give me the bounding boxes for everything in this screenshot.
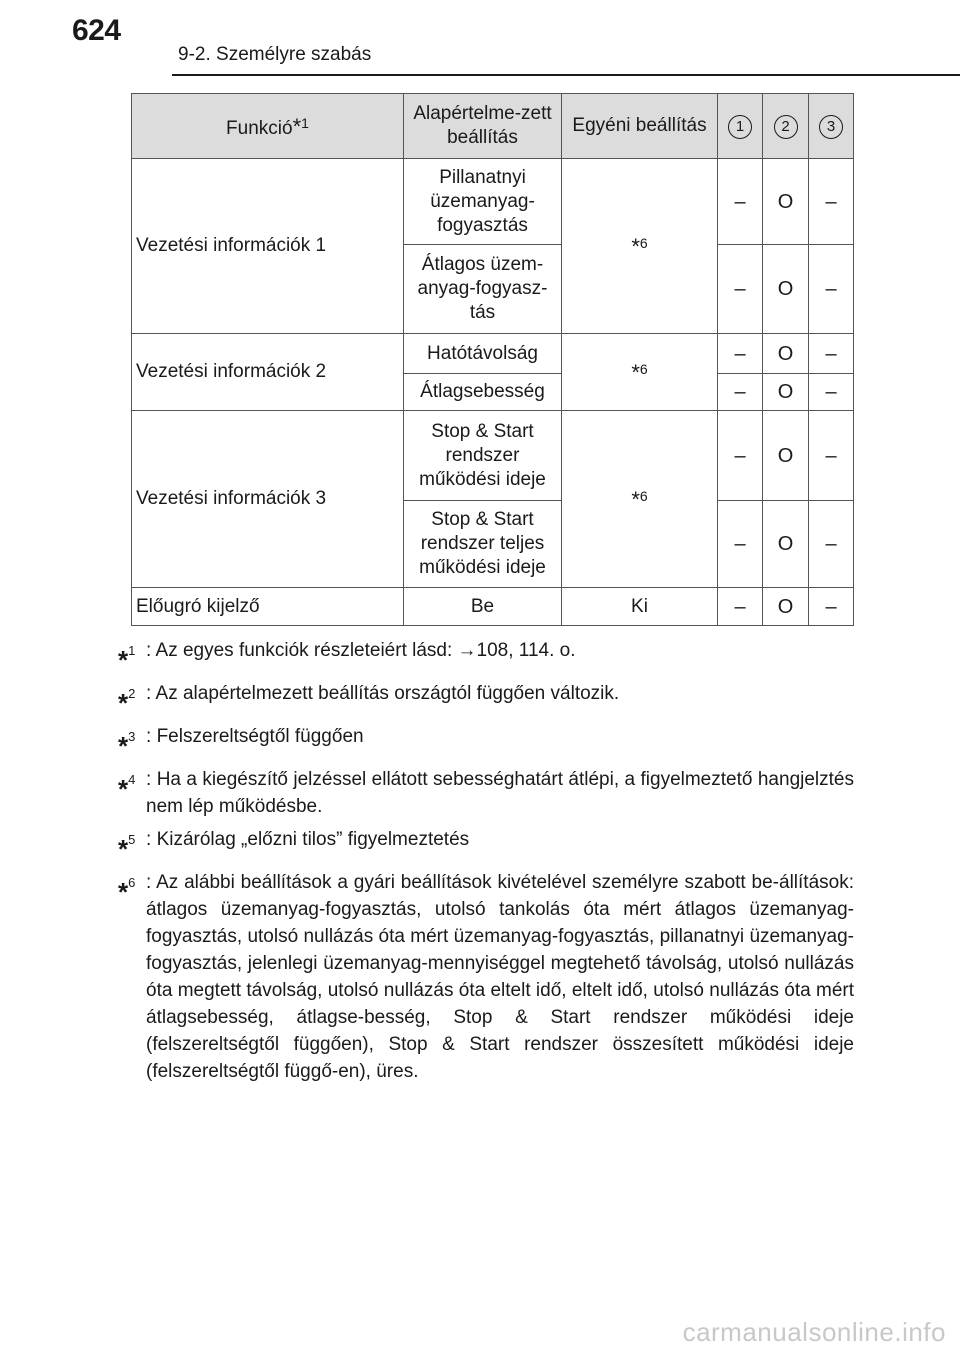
footnote-text: : Az alapértelmezett beállítás országtól függően változik. — [146, 680, 854, 717]
function-cell: Vezetési információk 1 — [132, 159, 404, 334]
setting-col-3: – — [809, 411, 854, 501]
footnote-text: : Ha a kiegészítő jelzéssel ellátott sebességhatárt átlépi, a figyelmeztető hangjelztés nem lép működésbe. — [146, 766, 854, 820]
setting-col-2: O — [763, 334, 809, 374]
setting-col-3: – — [809, 159, 854, 245]
footnote-text: : Az alábbi beállítások a gyári beállítások kivételével személyre szabott be-állítások: átlagos üzemanyag-fogyasztás, utolsó tankolás óta mért átlagos üzemanyag-fogyasztás, utolsó nullázás óta mért üzemanyag-fogyasztás, pillanatnyi üzemanyag-fogyasztás, jelenlegi üzemanyag-mennyiséggel megtehető távolság, utolsó nullázás óta megtett távolság, utolsó nullázás óta eltelt idő, eltelt idő, utolsó nullázás óta mért átlagsebesség, átlagse-besség, Stop & Start rendszer működési ideje (felszereltségtől függően), Stop & Start rendszer összesített működési ideje (felszereltségtől függő-en), üres. — [146, 869, 854, 1085]
footnote-text: : Kizárólag „előzni tilos” figyelmeztetés — [146, 826, 854, 863]
section-title: 9-2. Személyre szabás — [178, 44, 372, 65]
header-custom: Egyéni beállítás — [562, 94, 718, 159]
footnote — [118, 766, 854, 820]
table-header-row — [132, 94, 854, 159]
setting-col-2: O — [763, 374, 809, 411]
circled-number-3: 3 — [819, 115, 843, 139]
function-cell: Vezetési információk 3 — [132, 411, 404, 588]
footnote — [118, 869, 854, 1085]
setting-col-2: O — [763, 245, 809, 334]
setting-col-3: – — [809, 245, 854, 334]
table-row — [132, 159, 854, 245]
setting-col-2: O — [763, 411, 809, 501]
footnote-marker: *$^1$ — [118, 643, 136, 675]
setting-col-3: – — [809, 501, 854, 588]
header-default: Alapértelme-zett beállítás — [404, 94, 562, 159]
circled-number-2: 2 — [774, 115, 798, 139]
setting-col-2: O — [763, 588, 809, 626]
footnote-marker: *$^1$ — [292, 114, 309, 139]
setting-col-1: – — [718, 374, 763, 411]
footnote — [118, 637, 854, 674]
footnote — [118, 723, 854, 760]
setting-col-1: – — [718, 411, 763, 501]
function-cell: Előugró kijelző — [132, 588, 404, 626]
header-col-2 — [763, 94, 809, 159]
page-number: 624 — [72, 14, 121, 47]
header-function: Funkció*$^1$ — [132, 94, 404, 159]
custom-cell: *$^6$ — [562, 159, 718, 334]
settings-table — [131, 93, 854, 626]
default-cell: Átlagos üzem-anyag-fogyasz-tás — [404, 245, 562, 334]
footnote-marker: *$^2$ — [118, 686, 136, 718]
setting-col-1: – — [718, 334, 763, 374]
header-rule — [172, 74, 960, 76]
setting-col-2: O — [763, 159, 809, 245]
header-col-3 — [809, 94, 854, 159]
setting-col-1: – — [718, 245, 763, 334]
footnote — [118, 826, 854, 863]
default-cell: Átlagsebesség — [404, 374, 562, 411]
footnote-marker: *$^3$ — [118, 729, 136, 761]
default-cell: Stop & Start rendszer teljes működési ideje — [404, 501, 562, 588]
custom-cell: *$^6$ — [562, 334, 718, 411]
header-col-1 — [718, 94, 763, 159]
default-cell: Hatótávolság — [404, 334, 562, 374]
default-cell: Stop & Start rendszer működési ideje — [404, 411, 562, 501]
custom-cell: Ki — [562, 588, 718, 626]
setting-col-2: O — [763, 501, 809, 588]
table-row — [132, 411, 854, 501]
custom-cell: *$^6$ — [562, 411, 718, 588]
footnote-text: : Az egyes funkciók részleteiért lásd: →108, 114. o. — [146, 637, 854, 674]
default-cell: Be — [404, 588, 562, 626]
table-row — [132, 588, 854, 626]
footnote-text: : Felszereltségtől függően — [146, 723, 854, 760]
setting-col-3: – — [809, 334, 854, 374]
footnote-marker: *$^6$ — [118, 875, 136, 907]
footnote — [118, 680, 854, 717]
default-cell: Pillanatnyi üzemanyag-fogyasztás — [404, 159, 562, 245]
table-row — [132, 334, 854, 374]
page-header — [0, 0, 960, 80]
setting-col-1: – — [718, 501, 763, 588]
footnotes — [118, 637, 854, 1091]
circled-number-1: 1 — [728, 115, 752, 139]
watermark: carmanualsonline.info — [682, 1317, 946, 1347]
setting-col-1: – — [718, 159, 763, 245]
function-cell: Vezetési információk 2 — [132, 334, 404, 411]
footnote-marker: *$^4$ — [118, 772, 136, 804]
setting-col-3: – — [809, 588, 854, 626]
setting-col-3: – — [809, 374, 854, 411]
setting-col-1: – — [718, 588, 763, 626]
footnote-marker: *$^5$ — [118, 832, 136, 864]
